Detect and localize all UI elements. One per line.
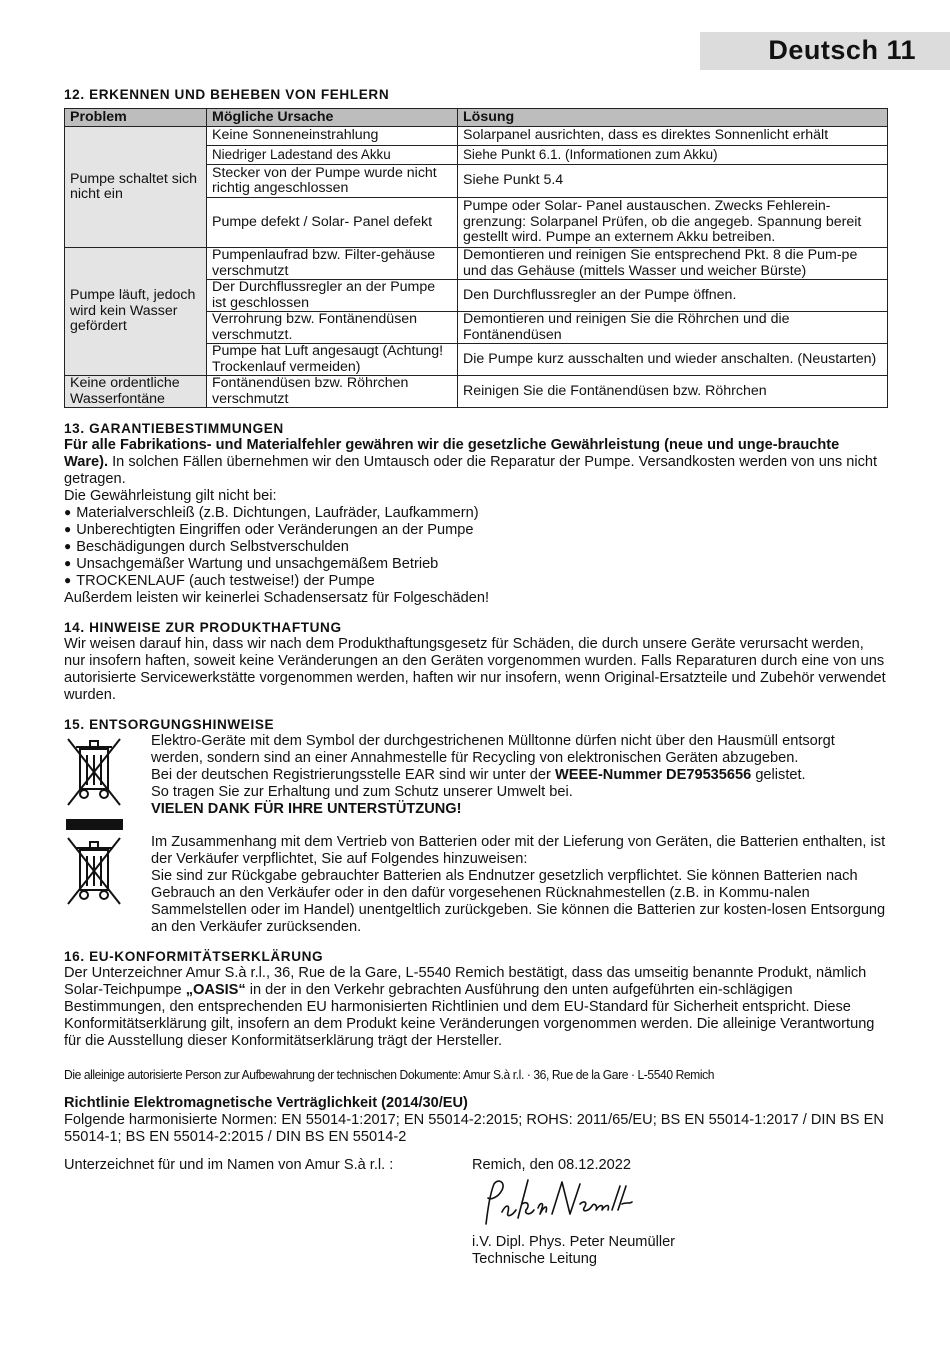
problem-cell: Keine ordentliche Wasserfontäne — [65, 376, 207, 408]
cause-cell: Pumpenlaufrad bzw. Filter-gehäuse verschmutzt — [207, 248, 458, 280]
weee-registration — [151, 767, 887, 784]
handwritten-signature — [472, 1174, 887, 1234]
section-13-title: 13. GARANTIEBESTIMMUNGEN — [64, 421, 284, 436]
weee-environment: So tragen Sie zur Erhaltung und zum Schutz unserer Umwelt bei. — [151, 784, 573, 800]
warranty-intro-text: In solchen Fällen übernehmen wir den Umtausch oder die Reparatur der Pumpe. Versandkosten werden von uns nicht getragen. — [64, 454, 878, 487]
warranty-bullet: ● Unsachgemäßer Wartung und unsachgemäßem Betrieb — [64, 556, 887, 573]
table-header-row — [65, 109, 888, 127]
battery-disposal-block — [64, 834, 887, 936]
crossed-out-battery-bin-icon — [64, 836, 124, 911]
table-row — [65, 376, 888, 408]
solution-cell: Solarpanel ausrichten, dass es direktes Sonnenlicht erhält — [458, 127, 888, 146]
black-bar-marking — [66, 819, 123, 830]
liability-text: Wir weisen darauf hin, dass wir nach dem Produkthaftungsgesetz für Schäden, die durch unsere Geräte verursacht werden, nur insofern haften, soweit keine Veränderungen an den Geräten vorgenommen wurden. Falls Reparaturen durch eine von uns autorisierte Servicewerkstätte vorgenommen werden, haften wir nur insofern, wenn Original-Ersatzteile und Zubehör verwendet wurden. — [64, 636, 886, 703]
solution-cell: Siehe Punkt 6.1. (Informationen zum Akku) — [458, 146, 888, 165]
cause-cell: Der Durchflussregler an der Pumpe ist geschlossen — [207, 280, 458, 312]
signature-row — [64, 1157, 887, 1174]
signed-for-label: Unterzeichnet für und im Namen von Amur S.à r.l. : — [64, 1157, 394, 1173]
conformity-text-start: Der Unterzeichner Amur S.à r.l., 36, Rue de la Gare, L-5540 Remich bestätigt, dass das umseitig benannte Produkt, nämlich Solar-Teichpumpe — [64, 965, 867, 998]
directive-text: Folgende harmonisierte Normen: EN 55014-1:2017; EN 55014-2:2015; ROHS: 2011/65/EU; BS EN 55014-1:2017 / DIN BS EN 55014-1; BS EN 55014-2:2015 / DIN BS EN 55014-2 — [64, 1112, 884, 1145]
weee-number: WEEE-Nummer DE79535656 — [554, 767, 752, 783]
directive-title: Richtlinie Elektromagnetische Verträglichkeit (2014/30/EU) — [64, 1095, 468, 1111]
warranty-bullet: ● Materialverschleiß (z.B. Dichtungen, Laufräder, Laufkammern) — [64, 505, 887, 522]
weee-registration-text: Bei der deutschen Registrierungsstelle EAR sind wir unter der — [151, 767, 555, 783]
crossed-out-bin-icon — [64, 737, 124, 812]
column-header: Lösung — [458, 109, 888, 127]
solution-cell: Demontieren und reinigen Sie entsprechend Pkt. 8 die Pum-pe und das Gehäuse (mittels Wasser und weicher Bürste) — [458, 248, 888, 280]
page-header-tab — [700, 32, 950, 70]
column-header: Problem — [65, 109, 207, 127]
document-body — [64, 86, 887, 1268]
solution-cell: Siehe Punkt 5.4 — [458, 165, 888, 198]
warranty-closing: Außerdem leisten wir keinerlei Schadensersatz für Folgeschäden! — [64, 590, 490, 606]
page-title: Deutsch 11 — [768, 35, 916, 65]
problem-cell: Pumpe schaltet sich nicht ein — [65, 127, 207, 248]
section-15-title: 15. ENTSORGUNGSHINWEISE — [64, 717, 275, 732]
conformity-text-end: in der in den Verkehr gebrachten Ausführung den unten aufgeführten ein-schlägigen Bestimmungen, den entsprechenden EU harmonisierten Richtlinien und dem EU-Standard für Sicherheit entspricht. Diese Konformitätserklärung gilt, insofern an dem Produkt keine Veränderungen vorgenommen werden. Die alleinige Verantwortung für die Ausstellung dieser Konformitätserklärung trägt der Hersteller. — [64, 982, 875, 1049]
warranty-exclusions-label: Die Gewährleistung gilt nicht bei: — [64, 488, 277, 504]
table-row — [65, 248, 888, 280]
table-row — [65, 127, 888, 146]
conformity-text — [64, 965, 887, 1050]
column-header: Mögliche Ursache — [207, 109, 458, 127]
warranty-bullet: ● Beschädigungen durch Selbstverschulden — [64, 539, 887, 556]
weee-disposal-block — [64, 733, 887, 818]
solution-cell: Demontieren und reinigen Sie die Röhrchen und die Fontänendüsen — [458, 312, 888, 344]
cause-cell: Stecker von der Pumpe wurde nicht richtig angeschlossen — [207, 165, 458, 198]
signer-role: Technische Leitung — [472, 1251, 597, 1267]
weee-paragraph: Elektro-Geräte mit dem Symbol der durchgestrichenen Mülltonne dürfen nicht über den Hausmüll entsorgt werden, sondern sind an einer Annahmestelle für Recycling von elektronischen Geräten abzugeben. — [151, 733, 835, 766]
solution-cell: Pumpe oder Solar- Panel austauschen. Zwecks Fehlerein-grenzung: Solarpanel Prüfen, ob die angegeb. Spannung bereit gestellt wird. Pumpe an externem Akku betreiben. — [458, 198, 888, 248]
solution-cell: Den Durchflussregler an der Pumpe öffnen. — [458, 280, 888, 312]
weee-thanks: VIELEN DANK FÜR IHRE UNTERSTÜTZUNG! — [151, 801, 462, 817]
cause-cell: Verrohrung bzw. Fontänendüsen verschmutzt. — [207, 312, 458, 344]
product-name: „OASIS“ — [185, 982, 246, 998]
weee-disposal-text — [151, 733, 887, 818]
troubleshooting-table — [64, 108, 888, 408]
warranty-intro-bold: Für alle Fabrikations- und Materialfehler gewähren wir die gesetzliche Gewährleistung (neue und unge-brauchte Ware). — [64, 437, 840, 470]
cause-cell: Pumpe defekt / Solar- Panel defekt — [207, 198, 458, 248]
cause-cell: Fontänendüsen bzw. Röhrchen verschmutzt — [207, 376, 458, 408]
battery-disposal-text — [151, 834, 887, 936]
cause-cell: Niedriger Ladestand des Akku — [207, 146, 458, 165]
battery-paragraph: Im Zusammenhang mit dem Vertrieb von Batterien oder mit der Lieferung von Geräten, die Batterien enthalten, ist der Verkäufer verpflichtet, Sie auf Folgendes hinzuweisen: — [151, 834, 886, 867]
section-12-title: 12. ERKENNEN UND BEHEBEN VON FEHLERN — [64, 87, 390, 102]
cause-cell: Keine Sonneneinstrahlung — [207, 127, 458, 146]
section-14-title: 14. HINWEISE ZUR PRODUKTHAFTUNG — [64, 620, 342, 635]
cause-cell: Pumpe hat Luft angesaugt (Achtung! Trockenlauf vermeiden) — [207, 344, 458, 376]
problem-cell: Pumpe läuft, jedoch wird kein Wasser gefördert — [65, 248, 207, 376]
solution-cell: Reinigen Sie die Fontänendüsen bzw. Röhrchen — [458, 376, 888, 408]
warranty-bullet: ● Unberechtigten Eingriffen oder Veränderungen an der Pumpe — [64, 522, 887, 539]
authorized-person: Die alleinige autorisierte Person zur Aufbewahrung der technischen Dokumente: Amur S.à r.l. · 36, Rue de la Gare · L-5540 Remich — [64, 1067, 715, 1082]
signer-name: i.V. Dipl. Phys. Peter Neumüller — [472, 1234, 676, 1250]
weee-registration-end: gelistet. — [751, 767, 806, 783]
battery-paragraph: Sie sind zur Rückgabe gebrauchter Batterien als Endnutzer gesetzlich verpflichtet. Sie können Batterien nach Gebrauch an den Verkäufer oder in den dafür vorgesehenen Rücknahmestellen (z.B. in Kommu-nalen Sammelstellen oder im Handel) unentgeltlich zurückgeben. Sie können die Batterien zur kosten-losen Entsorgung an den Verkäufer zurücksenden. — [151, 868, 886, 935]
warranty-bullet: ● TROCKENLAUF (auch testweise!) der Pumpe — [64, 573, 887, 590]
section-16-title: 16. EU-KONFORMITÄTSERKLÄRUNG — [64, 949, 324, 964]
warranty-intro — [64, 437, 887, 488]
place-date: Remich, den 08.12.2022 — [472, 1157, 632, 1173]
solution-cell: Die Pumpe kurz ausschalten und wieder anschalten. (Neustarten) — [458, 344, 888, 376]
